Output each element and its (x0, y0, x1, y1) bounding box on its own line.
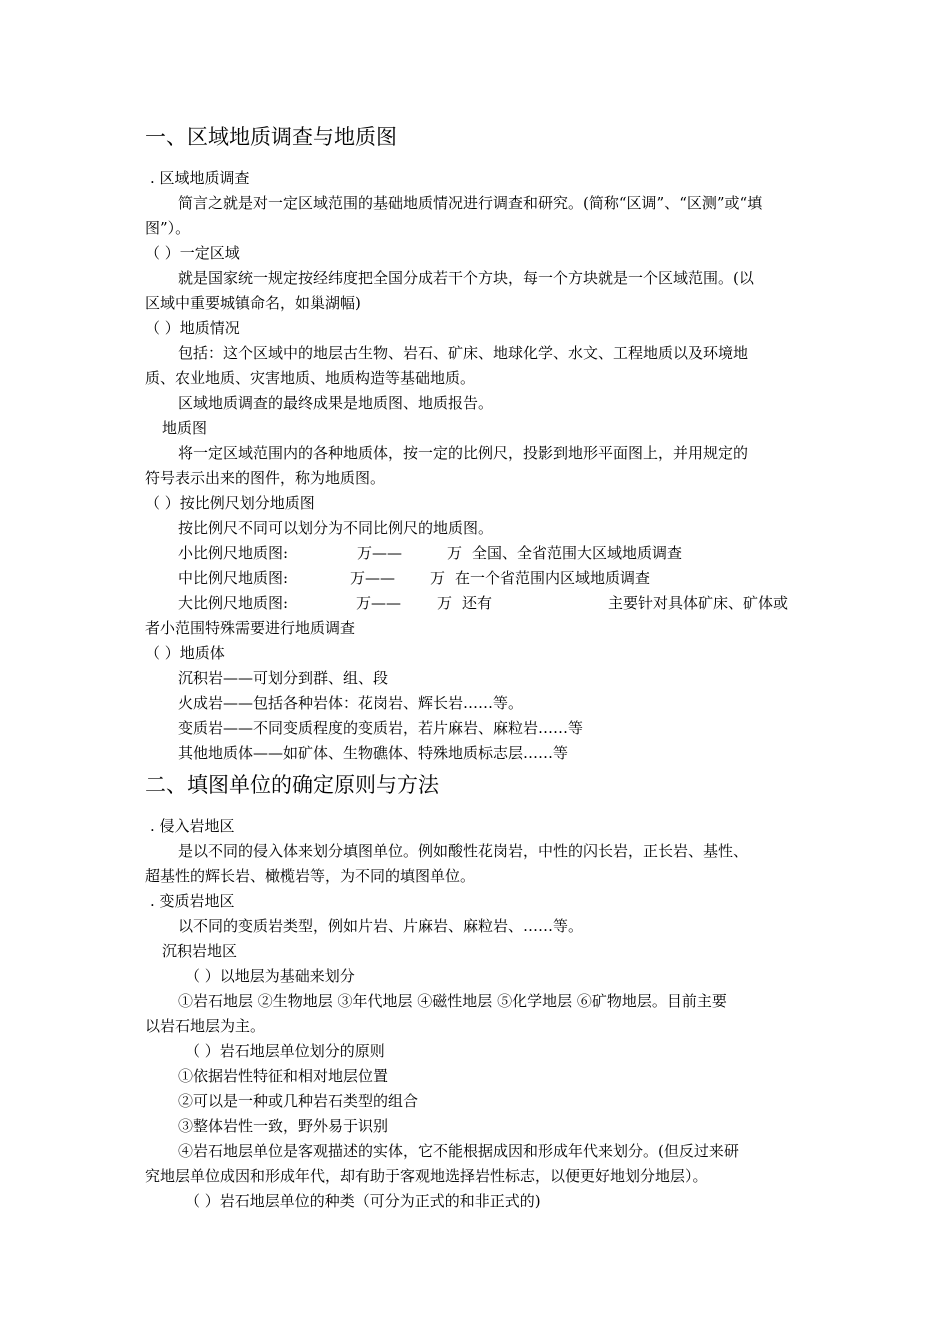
paragraph-line: 究地层单位成因和形成年代，却有助于客观地选择岩性标志，以便更好地划分地层）。 (145, 1167, 708, 1185)
subsection-geologic-map-heading: 地质图 (162, 419, 208, 437)
scale-desc: 在一个省范围内区域地质调查 (455, 569, 651, 587)
scale-desc: 还有 (462, 594, 493, 612)
paragraph-line: 者小范围特殊需要进行地质调查 (145, 619, 356, 637)
paragraph-line: 以不同的变质岩类型，例如片岩、片麻岩、麻粒岩、……等。 (178, 917, 584, 935)
scale-label: 大比例尺地质图: (178, 594, 289, 612)
scale-label: 中比例尺地质图: (178, 569, 289, 587)
scale-to: 万 (437, 594, 453, 612)
paragraph-line: 质、农业地质、灾害地质、地质构造等基础地质。 (145, 369, 476, 387)
paragraph-line: 简言之就是对一定区域范围的基础地质情况进行调查和研究。(简称“区调”、“区测”或“填 (178, 194, 763, 212)
paragraph-line: 图”）。 (145, 219, 191, 237)
subsection-intrusive-heading: . 侵入岩地区 (150, 817, 235, 835)
item-geology-heading: （ ）地质情况 (145, 319, 240, 337)
subsection-metamorphic-heading: . 变质岩地区 (150, 892, 235, 910)
list-item: ②可以是一种或几种岩石类型的组合 (178, 1092, 419, 1110)
paragraph-line: 包括：这个区域中的地层古生物、岩石、矿床、地球化学、水文、工程地质以及环境地 (178, 344, 749, 362)
paragraph-line: 就是国家统一规定按经纬度把全国分成若干个方块，每一个方块就是一个区域范围。(以 (178, 269, 754, 287)
section-1-title: 一、区域地质调查与地质图 (145, 125, 397, 149)
paragraph-line: 超基性的辉长岩、橄榄岩等，为不同的填图单位。 (145, 867, 476, 885)
list-item: ③整体岩性一致，野外易于识别 (178, 1117, 389, 1135)
item-principles-heading: （ ）岩石地层单位划分的原则 (185, 1042, 385, 1060)
scale-desc-continued: 主要针对具体矿床、矿体或 (608, 594, 789, 612)
scale-to: 万 (430, 569, 446, 587)
paragraph-line: 以岩石地层为主。 (145, 1017, 266, 1035)
paragraph-line: 符号表示出来的图件，称为地质图。 (145, 469, 386, 487)
paragraph-line: 是以不同的侵入体来划分填图单位。例如酸性花岗岩，中性的闪长岩，正长岩、基性、 (178, 842, 749, 860)
section-2-title: 二、填图单位的确定原则与方法 (145, 773, 439, 797)
scale-from: 万—— (357, 544, 403, 562)
list-item: 沉积岩——可划分到群、组、段 (178, 669, 389, 687)
item-stratigraphy-heading: （ ）以地层为基础来划分 (185, 967, 355, 985)
item-region-heading: （ ）一定区域 (145, 244, 240, 262)
scale-label: 小比例尺地质图: (178, 544, 289, 562)
subsection-regional-survey-heading: . 区域地质调查 (150, 169, 250, 187)
scale-to: 万 (447, 544, 463, 562)
list-item: ①依据岩性特征和相对地层位置 (178, 1067, 389, 1085)
scale-desc: 全国、全省范围大区域地质调查 (472, 544, 683, 562)
paragraph-line: ①岩石地层 ②生物地层 ③年代地层 ④磁性地层 ⑤化学地层 ⑥矿物地层。目前主要 (178, 992, 727, 1010)
paragraph-line: 区域中重要城镇命名，如巢湖幅) (145, 294, 361, 312)
item-geologic-body-heading: （ ）地质体 (145, 644, 225, 662)
paragraph-line: 区域地质调查的最终成果是地质图、地质报告。 (178, 394, 494, 412)
scale-from: 万—— (350, 569, 396, 587)
item-scale-heading: （ ）按比例尺划分地质图 (145, 494, 315, 512)
list-item: 火成岩——包括各种岩体：花岗岩、辉长岩……等。 (178, 694, 524, 712)
list-item: ④岩石地层单位是客观描述的实体，它不能根据成因和形成年代来划分。(但反过来研 (178, 1142, 739, 1160)
item-unit-types-heading: （ ）岩石地层单位的种类（可分为正式的和非正式的) (185, 1192, 541, 1210)
subsection-sedimentary-heading: 沉积岩地区 (162, 942, 238, 960)
paragraph-line: 将一定区域范围内的各种地质体，按一定的比例尺，投影到地形平面图上，并用规定的 (178, 444, 749, 462)
scale-from: 万—— (356, 594, 402, 612)
paragraph-line: 按比例尺不同可以划分为不同比例尺的地质图。 (178, 519, 494, 537)
list-item: 其他地质体——如矿体、生物礁体、特殊地质标志层……等 (178, 744, 569, 762)
list-item: 变质岩——不同变质程度的变质岩，若片麻岩、麻粒岩……等 (178, 719, 584, 737)
